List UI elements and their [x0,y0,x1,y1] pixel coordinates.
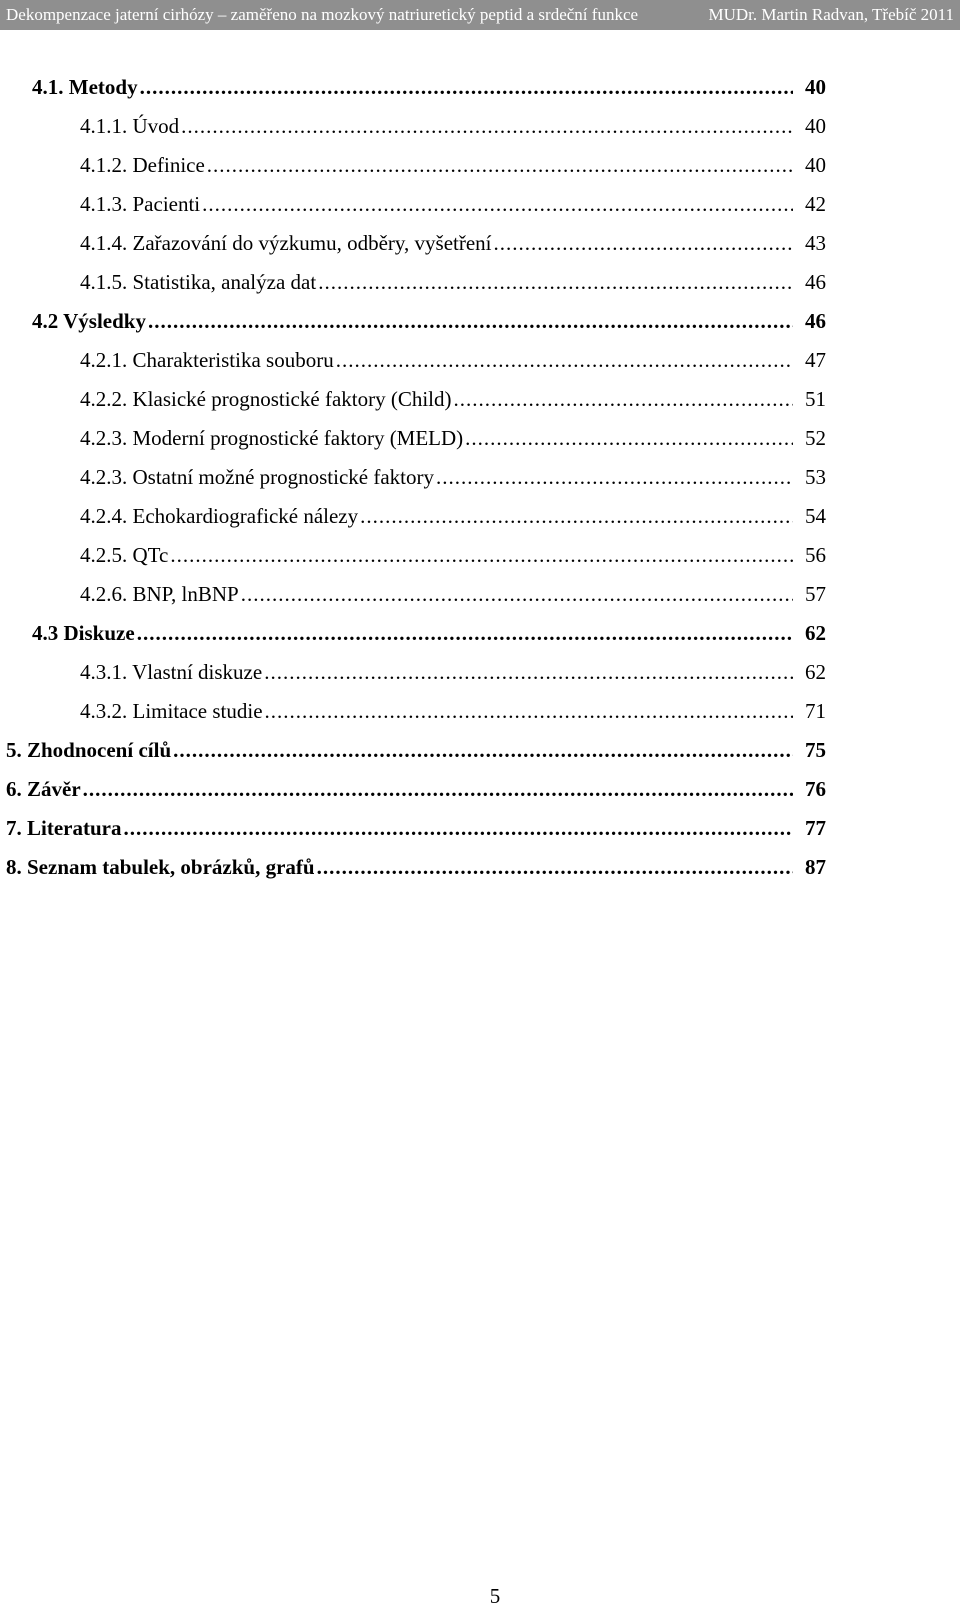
toc-dot-leader [173,735,793,765]
toc-dot-leader [123,813,793,843]
toc-entry[interactable] [0,575,960,614]
toc-entry[interactable] [0,107,960,146]
toc-entry-page: 40 [805,75,826,99]
toc-dot-leader [265,696,793,726]
toc-entry-page: 46 [805,309,826,333]
toc-dot-leader [494,228,793,258]
toc-dot-leader [148,306,793,336]
toc-dot-leader [318,267,793,297]
toc-entry[interactable] [0,68,960,107]
header-document-title: Dekompenzace jaterní cirhózy – zaměřeno na mozkový natriuretický peptid a srdeční funkce [6,5,639,24]
toc-entry-title: 4.1.1. Úvod [80,114,180,138]
toc-entry-title: 4.1. Metody [32,75,138,99]
toc-dot-leader [170,540,793,570]
toc-entry-title: 4.2.3. Ostatní možné prognostické faktory [80,465,435,489]
toc-entry[interactable] [0,809,960,848]
toc-entry-page: 87 [805,855,826,879]
toc-entry-title: 4.2.5. QTc [80,543,169,567]
toc-entry-page: 46 [805,270,826,294]
toc-entry[interactable] [0,185,960,224]
toc-entry-page: 42 [805,192,826,216]
toc-entry[interactable] [0,458,960,497]
toc-entry-title: 4.3.1. Vlastní diskuze [80,660,263,684]
toc-dot-leader [454,384,794,414]
toc-entry-page: 57 [805,582,826,606]
toc-entry-page: 43 [805,231,826,255]
toc-entry-title: 6. Závěr [6,777,81,801]
toc-entry-page: 40 [805,114,826,138]
toc-entry-title: 4.2.2. Klasické prognostické faktory (Child) [80,387,452,411]
toc-entry-title: 4.2.4. Echokardiografické nálezy [80,504,359,528]
toc-entry[interactable] [0,302,960,341]
toc-entry[interactable] [0,263,960,302]
toc-entry-title: 4.2 Výsledky [32,309,146,333]
toc-entry-page: 76 [805,777,826,801]
toc-dot-leader [336,345,793,375]
toc-dot-leader [83,774,793,804]
toc-entry[interactable] [0,653,960,692]
toc-entry[interactable] [0,536,960,575]
toc-dot-leader [317,852,793,882]
toc-entry[interactable] [0,848,960,887]
table-of-contents [0,68,960,887]
toc-entry-page: 52 [805,426,826,450]
toc-entry-page: 40 [805,153,826,177]
toc-entry[interactable] [0,497,960,536]
toc-entry-page: 62 [805,660,826,684]
toc-dot-leader [465,423,793,453]
toc-dot-leader [436,462,793,492]
toc-entry-page: 75 [805,738,826,762]
toc-dot-leader [264,657,793,687]
toc-entry-title: 4.3 Diskuze [32,621,135,645]
toc-dot-leader [207,150,793,180]
toc-entry-page: 56 [805,543,826,567]
toc-entry-title: 4.2.3. Moderní prognostické faktory (MELD) [80,426,464,450]
toc-entry-title: 4.2.1. Charakteristika souboru [80,348,334,372]
toc-dot-leader [202,189,793,219]
toc-entry-title: 4.3.2. Limitace studie [80,699,263,723]
toc-entry-title: 7. Literatura [6,816,122,840]
toc-entry-page: 54 [805,504,826,528]
page-number: 5 [489,1584,501,1608]
toc-entry[interactable] [0,224,960,263]
toc-entry-page: 62 [805,621,826,645]
toc-entry[interactable] [0,770,960,809]
toc-entry-title: 4.1.5. Statistika, analýza dat [80,270,317,294]
toc-entry-page: 77 [805,816,826,840]
toc-entry-title: 4.1.2. Definice [80,153,205,177]
toc-entry-page: 51 [805,387,826,411]
toc-entry[interactable] [0,146,960,185]
toc-entry[interactable] [0,692,960,731]
toc-entry-title: 5. Zhodnocení cílů [6,738,172,762]
toc-entry-title: 4.2.6. BNP, lnBNP [80,582,239,606]
toc-entry-page: 71 [805,699,826,723]
toc-entry[interactable] [0,614,960,653]
toc-entry-page: 53 [805,465,826,489]
running-header [0,0,960,30]
toc-dot-leader [137,618,793,648]
toc-entry[interactable] [0,419,960,458]
toc-entry-title: 4.1.4. Zařazování do výzkumu, odběry, vyšetření [80,231,492,255]
toc-dot-leader [360,501,793,531]
header-author-year: MUDr. Martin Radvan, Třebíč 2011 [708,5,954,24]
toc-dot-leader [140,72,793,102]
toc-dot-leader [241,579,793,609]
toc-entry-title: 4.1.3. Pacienti [80,192,201,216]
toc-entry[interactable] [0,380,960,419]
toc-dot-leader [181,111,793,141]
toc-entry[interactable] [0,731,960,770]
toc-entry-page: 47 [805,348,826,372]
toc-entry[interactable] [0,341,960,380]
toc-entry-title: 8. Seznam tabulek, obrázků, grafů [6,855,315,879]
